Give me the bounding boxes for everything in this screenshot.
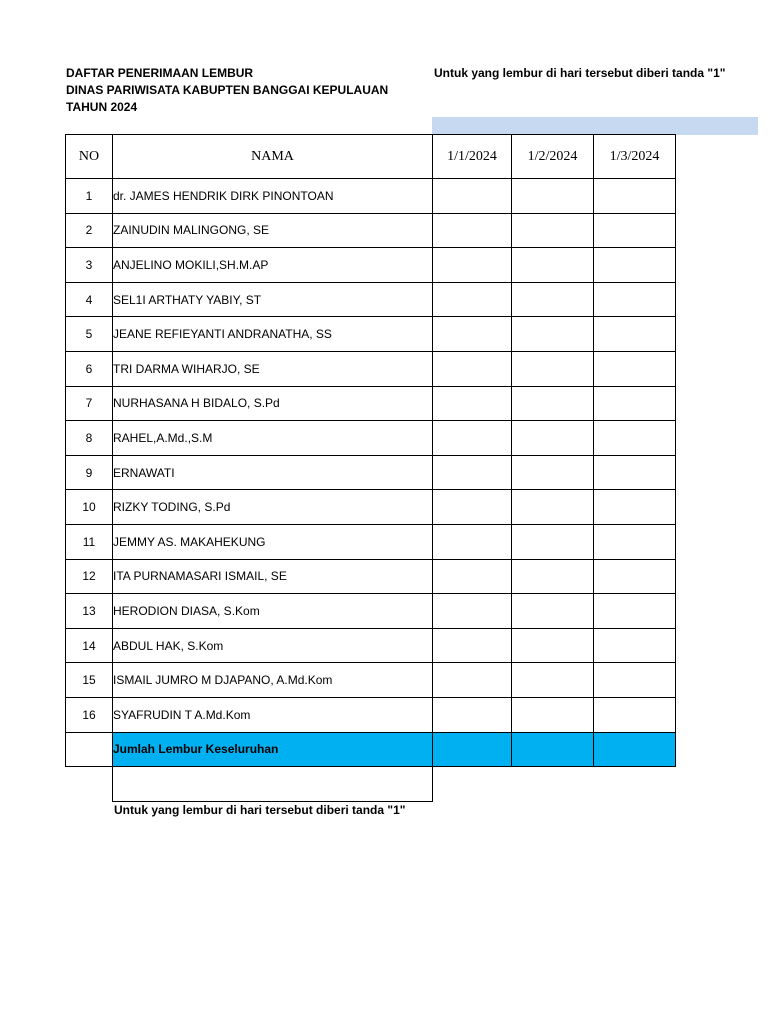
overtime-cell-date-3[interactable] xyxy=(594,628,676,663)
overtime-cell-date-2[interactable] xyxy=(512,628,594,663)
instruction-note-bottom: Untuk yang lembur di hari tersebut diberi tanda "1" xyxy=(114,803,406,817)
column-header-date-3: 1/3/2024 xyxy=(594,135,676,179)
overtime-cell-date-3[interactable] xyxy=(594,663,676,698)
title-line-3: TAHUN 2024 xyxy=(66,100,138,114)
table-row xyxy=(66,179,676,214)
overtime-cell-date-1[interactable] xyxy=(433,351,512,386)
table-row xyxy=(66,663,676,698)
table-row xyxy=(66,421,676,456)
overtime-cell-date-3[interactable] xyxy=(594,179,676,214)
instruction-note-top: Untuk yang lembur di hari tersebut diberi tanda "1" xyxy=(434,66,726,80)
overtime-cell-date-1[interactable] xyxy=(433,524,512,559)
table-row xyxy=(66,490,676,525)
row-number: 5 xyxy=(66,317,113,352)
row-number: 1 xyxy=(66,179,113,214)
row-number: 2 xyxy=(66,213,113,248)
table-row xyxy=(66,594,676,629)
total-row xyxy=(66,732,676,767)
overtime-cell-date-2[interactable] xyxy=(512,697,594,732)
overtime-cell-date-3[interactable] xyxy=(594,697,676,732)
title-line-1: DAFTAR PENERIMAAN LEMBUR xyxy=(66,66,254,80)
employee-name: RAHEL,A.Md.,S.M xyxy=(113,421,433,456)
overtime-cell-date-2[interactable] xyxy=(512,663,594,698)
total-cell-date-2[interactable] xyxy=(512,732,594,767)
row-number: 11 xyxy=(66,524,113,559)
overtime-cell-date-3[interactable] xyxy=(594,455,676,490)
overtime-cell-date-1[interactable] xyxy=(433,628,512,663)
overtime-cell-date-1[interactable] xyxy=(433,421,512,456)
overtime-cell-date-2[interactable] xyxy=(512,386,594,421)
row-number: 7 xyxy=(66,386,113,421)
overtime-cell-date-3[interactable] xyxy=(594,421,676,456)
overtime-cell-date-1[interactable] xyxy=(433,282,512,317)
overtime-cell-date-1[interactable] xyxy=(433,559,512,594)
total-cell-date-3[interactable] xyxy=(594,732,676,767)
table-row xyxy=(66,628,676,663)
total-row-number-cell xyxy=(66,732,113,767)
overtime-cell-date-3[interactable] xyxy=(594,559,676,594)
employee-name: TRI DARMA WIHARJO, SE xyxy=(113,351,433,386)
employee-name: RIZKY TODING, S.Pd xyxy=(113,490,433,525)
overtime-cell-date-1[interactable] xyxy=(433,594,512,629)
overtime-cell-date-3[interactable] xyxy=(594,282,676,317)
column-header-no: NO xyxy=(66,135,113,179)
row-number: 8 xyxy=(66,421,113,456)
overtime-table xyxy=(65,134,676,767)
overtime-cell-date-1[interactable] xyxy=(433,663,512,698)
overtime-cell-date-3[interactable] xyxy=(594,213,676,248)
title-line-2: DINAS PARIWISATA KABUPTEN BANGGAI KEPULAUAN xyxy=(66,83,389,97)
overtime-cell-date-1[interactable] xyxy=(433,455,512,490)
row-number: 4 xyxy=(66,282,113,317)
overtime-cell-date-1[interactable] xyxy=(433,317,512,352)
overtime-cell-date-3[interactable] xyxy=(594,351,676,386)
table-row xyxy=(66,386,676,421)
overtime-cell-date-2[interactable] xyxy=(512,248,594,283)
employee-name: ANJELINO MOKILI,SH.M.AP xyxy=(113,248,433,283)
row-number: 12 xyxy=(66,559,113,594)
overtime-cell-date-2[interactable] xyxy=(512,455,594,490)
row-number: 16 xyxy=(66,697,113,732)
total-label: Jumlah Lembur Keseluruhan xyxy=(113,732,433,767)
table-row xyxy=(66,317,676,352)
table-row xyxy=(66,697,676,732)
row-number: 10 xyxy=(66,490,113,525)
employee-name: JEMMY AS. MAKAHEKUNG xyxy=(113,524,433,559)
total-cell-date-1[interactable] xyxy=(433,732,512,767)
table-row xyxy=(66,248,676,283)
overtime-cell-date-1[interactable] xyxy=(433,386,512,421)
table-row xyxy=(66,455,676,490)
overtime-cell-date-2[interactable] xyxy=(512,213,594,248)
table-row xyxy=(66,524,676,559)
row-number: 15 xyxy=(66,663,113,698)
overtime-cell-date-2[interactable] xyxy=(512,351,594,386)
employee-name: ITA PURNAMASARI ISMAIL, SE xyxy=(113,559,433,594)
overtime-cell-date-2[interactable] xyxy=(512,490,594,525)
overtime-cell-date-2[interactable] xyxy=(512,559,594,594)
overtime-cell-date-3[interactable] xyxy=(594,524,676,559)
overtime-cell-date-3[interactable] xyxy=(594,386,676,421)
overtime-cell-date-2[interactable] xyxy=(512,524,594,559)
overtime-cell-date-1[interactable] xyxy=(433,697,512,732)
overtime-cell-date-3[interactable] xyxy=(594,490,676,525)
row-number: 6 xyxy=(66,351,113,386)
overtime-cell-date-3[interactable] xyxy=(594,248,676,283)
column-header-date-1: 1/1/2024 xyxy=(433,135,512,179)
column-header-date-2: 1/2/2024 xyxy=(512,135,594,179)
column-header-nama: NAMA xyxy=(113,135,433,179)
empty-name-cell[interactable] xyxy=(112,767,433,802)
employee-name: NURHASANA H BIDALO, S.Pd xyxy=(113,386,433,421)
table-row xyxy=(66,282,676,317)
overtime-cell-date-3[interactable] xyxy=(594,594,676,629)
employee-name: dr. JAMES HENDRIK DIRK PINONTOAN xyxy=(113,179,433,214)
overtime-cell-date-1[interactable] xyxy=(433,213,512,248)
overtime-cell-date-1[interactable] xyxy=(433,248,512,283)
row-number: 3 xyxy=(66,248,113,283)
row-number: 9 xyxy=(66,455,113,490)
overtime-cell-date-2[interactable] xyxy=(512,421,594,456)
employee-name: ABDUL HAK, S.Kom xyxy=(113,628,433,663)
employee-name: ZAINUDIN MALINGONG, SE xyxy=(113,213,433,248)
employee-name: ISMAIL JUMRO M DJAPANO, A.Md.Kom xyxy=(113,663,433,698)
overtime-cell-date-1[interactable] xyxy=(433,490,512,525)
table-row xyxy=(66,559,676,594)
employee-name: SEL1I ARTHATY YABIY, ST xyxy=(113,282,433,317)
overtime-cell-date-2[interactable] xyxy=(512,282,594,317)
header-highlight-strip xyxy=(432,117,758,135)
employee-name: HERODION DIASA, S.Kom xyxy=(113,594,433,629)
overtime-cell-date-1[interactable] xyxy=(433,179,512,214)
table-row xyxy=(66,351,676,386)
employee-name: SYAFRUDIN T A.Md.Kom xyxy=(113,697,433,732)
row-number: 13 xyxy=(66,594,113,629)
employee-name: JEANE REFIEYANTI ANDRANATHA, SS xyxy=(113,317,433,352)
table-header-row xyxy=(66,135,676,179)
overtime-cell-date-2[interactable] xyxy=(512,317,594,352)
table-body xyxy=(66,179,676,767)
overtime-cell-date-2[interactable] xyxy=(512,594,594,629)
row-number: 14 xyxy=(66,628,113,663)
overtime-cell-date-3[interactable] xyxy=(594,317,676,352)
table-row xyxy=(66,213,676,248)
overtime-cell-date-2[interactable] xyxy=(512,179,594,214)
employee-name: ERNAWATI xyxy=(113,455,433,490)
